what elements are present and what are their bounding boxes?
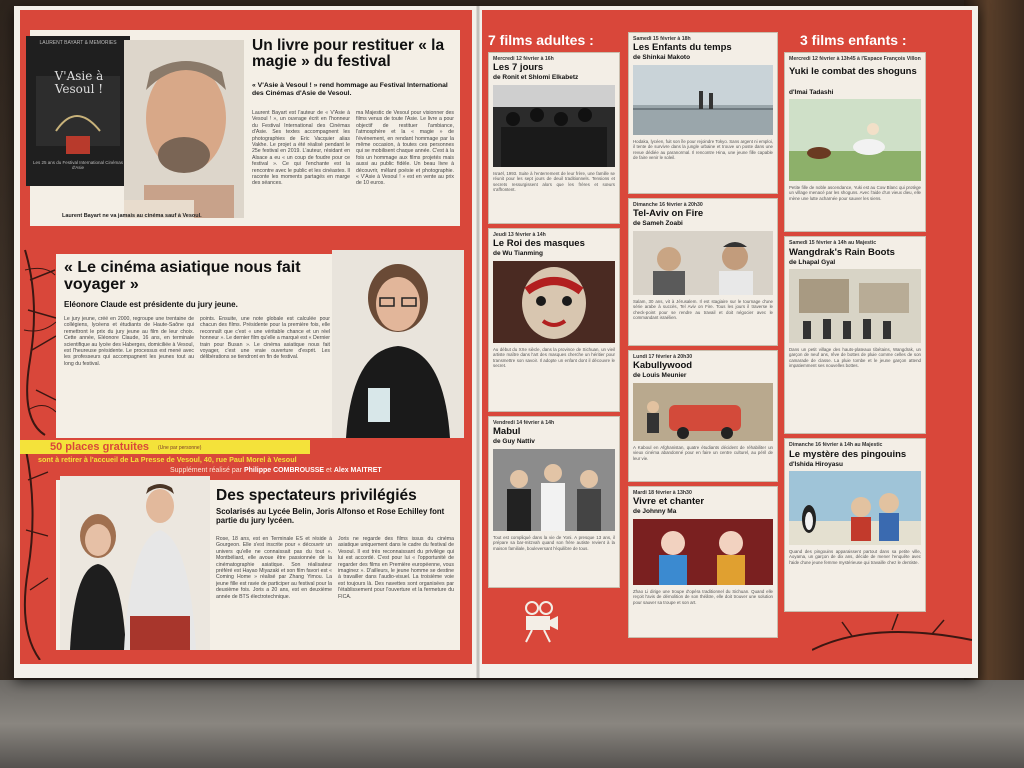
film-date: Dimanche 16 février à 14h au Majestic [789,442,883,448]
film-date: Lundi 17 février à 20h30 [633,354,693,360]
article-book-column-1: Laurent Bayart est l'auteur de « V'Asie à Vesoul ! », un ouvrage écrit en l'honneur du Festival International des Cinémas d'Asie. Ses textes accompagnent les photographies de Eric Vacquier alias Vakhe. Le projet a été réalisé pendant le 25e festival en 2019. L'auteur, résidant en Alsace a eu « un coup de foudre pour ce festival ». Ce qui l'enchante est la rencontre avec le public et les cinéastes. Il raconte les moments partagés en marge des séances. [252,110,350,187]
film-still-image [493,261,615,343]
jury-president-photo [332,250,464,438]
film-synopsis: Tout est compliqué dans la vie de Yoni. A presque 13 ans, il prépare sa bar-mitzvah quand son frère autiste revient à la maison familiale, bouleversant l'équilibre de tous. [493,535,615,551]
film-synopsis: Au début du XXe siècle, dans la province de Sichuan, un vieil artiste maître dans l'art des masques cherche un héritier pour transmettre son savoir. Il adopte un enfant dont il découvre le secret. [493,347,615,368]
free-seats-title: 50 places gratuites [50,441,150,453]
left-page [20,10,472,664]
film-synopsis: A Kaboul en Afghanistan, quatre étudiants décident de réhabiliter un vieux cinéma abandonné pour en faire un centre culturel, au péril de leur vie. [633,445,773,461]
bamboo-ink-decoration [20,240,60,440]
film-title: Yuki le combat des shoguns [789,66,917,77]
film-date: Samedi 15 février à 14h au Majestic [789,240,877,246]
film-director: de Lhapal Gyal [789,259,836,266]
film-title: Le mystère des pingouins [789,449,907,460]
film-title: Tel-Aviv on Fire [633,208,704,219]
article-book-caption: Laurent Bayart ne va jamais au cinéma sauf à Vesoul. [62,213,202,219]
film-title: Les 7 jours [493,62,544,73]
film-title: Le Roi des masques [493,238,585,249]
credit-author-2: Alex MAITRET [333,467,382,474]
book-cover-author: LAURENT BAYART & MEMORIES [39,40,117,46]
article-book-intro: « V'Asie à Vesoul ! » rend hommage au Festival International des Cinémas d'Asie de Vesoul. [252,82,448,97]
film-date: Samedi 15 février à 18h [633,36,691,42]
book-cover-title: V'Asie à Vesoul ! [54,69,104,97]
film-director: d'Ishida Hiroyasu [789,461,843,468]
film-card-adult-7 [628,486,778,638]
film-date: Mercredi 12 février à 16h [493,56,554,62]
article-jury-column-2: points. Ensuite, une note globale est calculée pour chacun des films. Présidente pour la première fois, elle reconnaît que c'est « une véritable chance et un réel honneur ». Le dernier film qu'elle a marqué est « Dernier train pour Busan ». Le cinéma asiatique nous fait voyager, c'est une vraie ouverture d'esprit. Les délibérations se tiendront en fin de festival. [200,316,330,361]
film-still-image [493,449,615,531]
supplement-credit [170,467,382,474]
film-synopsis: Dans un petit village des hauts-plateaux tibétains, Wangdrak, un garçon de neuf ans, rêve de bottes de pluie comme celles de son camarade de classe. La pluie tombe et le jeune garçon attend impatiemment ses nouvelles bottes. [789,347,921,368]
film-title: Wangdrak's Rain Boots [789,247,895,258]
film-director: de Sameh Zoabi [633,220,683,227]
film-card-adult-1 [488,52,620,224]
credit-and: et [326,467,332,474]
film-card-adult-4 [628,32,778,194]
article-jury-subhead: Eléonore Claude est présidente du jury jeune. [64,300,238,309]
floor-background [0,680,1024,768]
film-title: Mabul [493,426,521,437]
film-director: de Johnny Ma [633,508,677,515]
film-synopsis: Hodaka, lycéen, fuit son île pour rejoindre Tokyo. Sans argent ni emploi, il tente de survivre dans la jungle urbaine et trouve un poste dans une revue dédiée au paranormal. Il rencontre Hina, une jeune fille capable de faire venir le soleil. [633,139,773,160]
film-director: de Ronit et Shlomi Elkabetz [493,74,579,81]
festival-logo-icon [518,598,558,644]
film-still-image [789,471,921,545]
film-title: Vivre et chanter [633,496,705,507]
film-date: Mercredi 12 février à 13h45 à l'Espace François Villon [789,56,921,62]
credit-prefix: Supplément réalisé par [170,467,242,474]
film-director: de Guy Nattiv [493,438,535,445]
author-portrait-photo [124,40,244,218]
bamboo-ink-decoration-lower [20,450,50,660]
article-jury-headline: « Le cinéma asiatique nous fait voyager » [64,259,301,293]
film-card-kids-1 [784,52,926,232]
film-still-image [493,85,615,167]
film-synopsis: Petite fille de noble ascendance, Yuki est au Cow Blanc qui protège un village menacé par les shoguns. Avec l'aide d'un vieux dieu, elle mène une lutte acharnée pour sauver les siens. [789,185,921,201]
article-spectators-headline: Des spectateurs privilégiés [216,487,417,504]
film-director: de Wu Tianming [493,250,543,257]
film-still-image [789,269,921,343]
kids-films-heading: 3 films enfants : [800,32,907,48]
book-cover-subtitle: Les 25 ans du Festival International Cinémas d'Asie [32,160,124,170]
center-fold [476,6,480,678]
film-still-image [633,519,773,585]
film-still-image [633,65,773,135]
article-spectators-subhead: Scolarisés au Lycée Belin, Joris Alfonso et Rose Echilley font partie du jury lycéen. [216,507,445,525]
free-seats-note: (Une par personne) [158,445,202,451]
film-card-adult-2 [488,228,620,412]
film-still-image [789,99,921,181]
film-director: d'Imai Tadashi [789,89,834,96]
film-date: Mardi 18 février à 13h30 [633,490,692,496]
film-still-image [633,231,773,295]
free-seats-details: sont à retirer à l'accueil de La Presse de Vesoul, 40, rue Paul Morel à Vesoul [38,455,297,464]
film-still-image [633,383,773,441]
film-card-kids-2 [784,236,926,434]
spectators-photo [60,476,210,650]
film-title: Les Enfants du temps [633,42,732,53]
film-card-adult-6 [628,350,778,482]
film-date: Vendredi 14 février à 14h [493,420,555,426]
film-card-kids-3 [784,438,926,612]
film-synopsis: Zhao Li dirige une troupe d'opéra traditionnel du Sichuan. Quand elle reçoit l'avis de démolition de son théâtre, elle doit trouver une solution pour sauver sa troupe et son art. [633,589,773,605]
film-title: Kabullywood [633,360,693,371]
film-card-adult-5 [628,198,778,346]
bamboo-ink-decoration-right [812,610,972,664]
film-director: de Louis Meunier [633,372,687,379]
article-spectators-column-1: Rose, 18 ans, est en Terminale ES et réside à Gourgeon. Elle s'est inscrite pour « découvrir un univers qu'elle ne connaissait pas du tout ». Montbéliard, elle avoue être passionnée de la cinématographie asiatique. Son réalisateur préféré est Hayao Miyazaki et son film favori est « Coming Home » réalisé par Zhang Yimou. La jeune fille est ravie de participer au festival pour la deuxième fois. Joris a 20 ans, est en deuxième année de BTS électrotechnique. [216,536,332,600]
right-page [482,10,972,664]
credit-author-1: Philippe COMBROUSSE [243,467,325,474]
article-spectators-column-2: Joris ne regarde des films issus du cinéma asiatique uniquement dans le cadre du festival de Vesoul. Il est très reconnaissant du privilège qui lui est accordé. C'est pour lui « l'opportunité de regarder des films en Première européenne, vous imaginez ». D'ailleurs, le jeune homme se destine à travailler dans l'audio-visuel. La troisième voie est toujours là. Des navettes sont organisées par l'établissement pour l'ouverture et la fermeture du FICA. [338,536,454,600]
article-jury-column-1: Le jury jeune, créé en 2000, regroupe une trentaine de collégiens, lycéens et étudiants de Haute-Saône qui remettront le prix du jury jeune au film de leur choix. Cette année, Eléonore Claude, 16 ans, en terminale scientifique au lycée des Haberges, domiciliée à Vesoul, est l'heureuse présidente. Le processus est mené avec les professeurs qui accompagnent les jeunes tout au long du festival. [64,316,194,367]
film-synopsis: Salam, 30 ans, vit à Jérusalem. Il est stagiaire sur le tournage d'une série arabe à succès, Tel Aviv on Fire. Tous les jours il traverse le check-point pour se rendre au travail et doit négocier avec le commandant israélien. [633,299,773,320]
article-book-column-2: ma Majestic de Vesoul pour visionner des films venus de toute l'Asie. Le livre a pour objectif de restituer l'ambiance, l'atmosphère et la « magie » de l'événement, en rendant hommage par la même occasion, à toutes ces personnes qui se mobilisent chaque année. C'est à la fois un hommage aux films projetés mais aussi au public fidèle. Un beau livre à découvrir, mêlant poésie et photographie. « V'Asie à Vesoul ! » est en vente au prix de 10 euros. [356,110,454,187]
film-synopsis: Israël, 1993. Suite à l'enterrement de leur frère, une famille se réunit pour les sept jours de deuil traditionnels. Tensions et secrets ressurgissent alors que les frères et sœurs s'affrontent. [493,171,615,192]
film-director: de Shinkai Makoto [633,54,691,61]
film-synopsis: Quand des pingouins apparaissent partout dans sa petite ville, Aoyama, un garçon de dix ans, décide de mener l'enquête avec l'aide d'une jeune femme mystérieuse qui travaille chez le dentiste. [789,549,921,565]
adult-films-heading: 7 films adultes : [488,32,594,48]
film-date: Dimanche 16 février à 20h30 [633,202,703,208]
film-date: Jeudi 13 février à 14h [493,232,546,238]
film-card-adult-3 [488,416,620,588]
article-book-headline: Un livre pour restituer « la magie » du festival [252,37,445,71]
